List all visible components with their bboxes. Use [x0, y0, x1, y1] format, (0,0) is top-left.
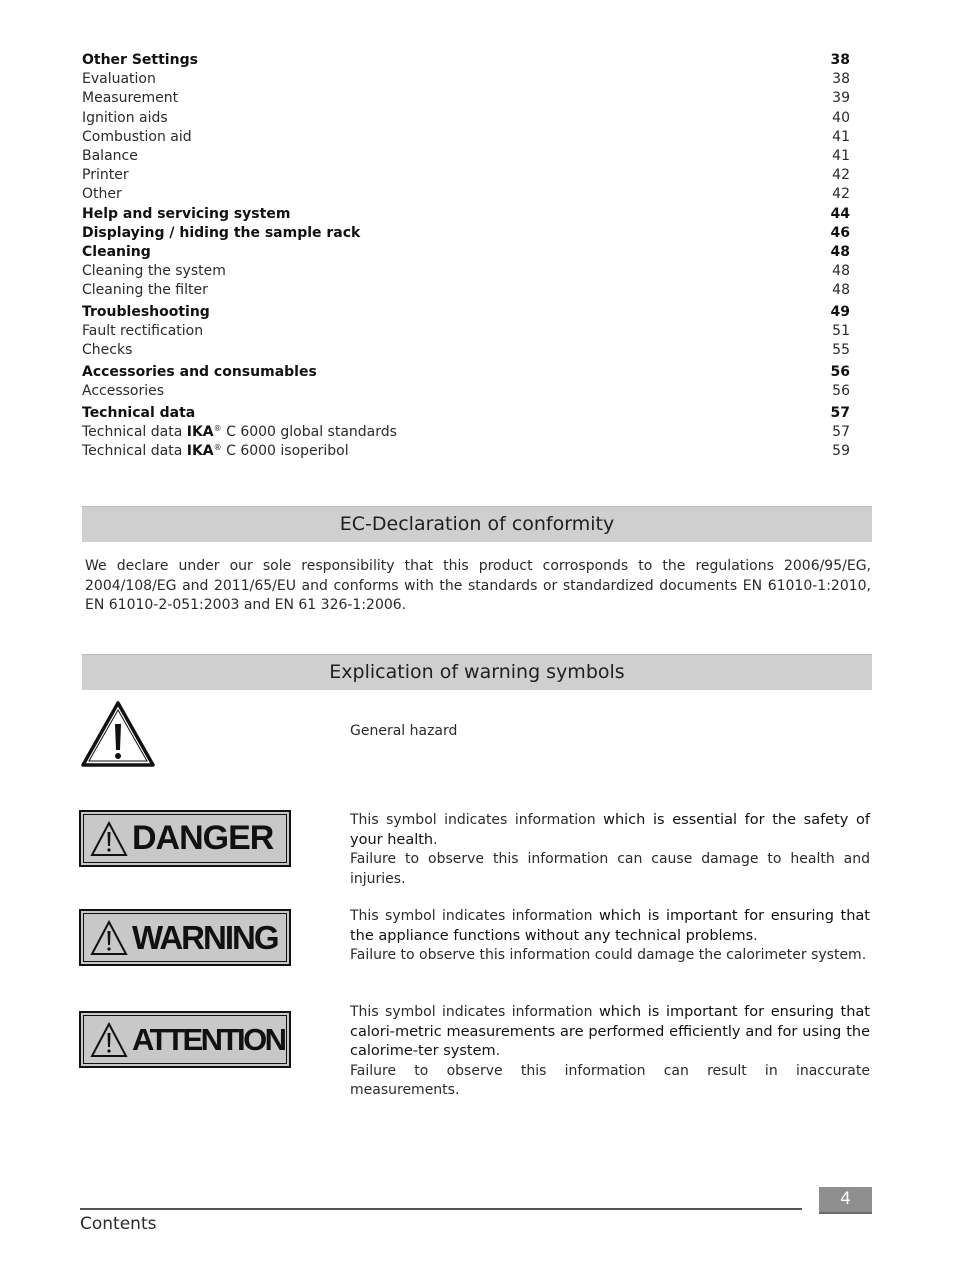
general-hazard-label: General hazard — [350, 723, 458, 739]
danger-description — [350, 811, 870, 889]
toc-label: Fault rectification — [82, 323, 204, 340]
toc-page-number: 59 — [832, 442, 850, 459]
toc-page-number: 56 — [830, 363, 850, 380]
danger-word: DANGER — [132, 819, 274, 857]
toc-label: Measurement — [82, 90, 179, 107]
warning-emphasis: which is important for ensuring that the appliance functions without any technical problems — [350, 908, 870, 944]
toc-page-number: 48 — [832, 263, 850, 280]
toc-page-number: 51 — [832, 323, 850, 340]
toc-row — [82, 147, 850, 166]
toc-label: Cleaning — [82, 243, 151, 260]
declaration-text: We declare under our sole responsibility that this product corrosponds to the regulations 2006/95/EG, 2004/108/EG and 2011/65/EU and conforms with the standards or standardized documents EN 61010-1:2010, EN 61010-2-051:2003 and EN 61 326-1:2006. — [85, 558, 871, 613]
warnings-heading: Explication of warning symbols — [82, 654, 872, 690]
attention-emphasis: which is important for ensuring that calori-metric measurements are performed efficiently and for using the calorime-ter system — [350, 1004, 870, 1059]
warning-sign — [79, 909, 291, 966]
toc-page-number: 49 — [830, 303, 850, 320]
toc-label: Other Settings — [82, 52, 198, 68]
toc-row — [82, 185, 850, 204]
danger-sign — [79, 810, 291, 867]
warning-triangle-icon — [90, 919, 128, 957]
attention-failure: Failure to observe this information can result in inaccurate measurements. — [350, 1062, 870, 1098]
toc-page-number: 56 — [832, 382, 850, 399]
warning-end: . — [753, 927, 758, 944]
toc-row — [82, 224, 850, 243]
toc-label: Other — [82, 186, 122, 203]
toc-label: Checks — [82, 342, 133, 359]
toc-row — [82, 322, 850, 341]
warning-description — [350, 907, 870, 966]
toc-row — [82, 262, 850, 281]
toc-label: Cleaning the filter — [82, 282, 208, 299]
toc-page-number: 42 — [832, 186, 850, 203]
declaration-heading: EC-Declaration of conformity — [82, 506, 872, 542]
toc-label: Accessories — [82, 382, 165, 399]
toc-row — [82, 243, 850, 262]
attention-description — [350, 1003, 870, 1101]
attention-intro: This symbol indicates information — [350, 1004, 599, 1020]
footer-section-label: Contents — [80, 1214, 157, 1234]
toc-row — [82, 404, 850, 423]
toc-page-number: 57 — [830, 404, 850, 421]
toc-row — [82, 166, 850, 185]
page-number: 4 — [819, 1187, 872, 1214]
toc-row — [82, 363, 850, 382]
attention-end: . — [495, 1043, 501, 1059]
toc-label: Displaying / hiding the sample rack — [82, 224, 361, 241]
toc-row — [82, 382, 850, 401]
toc-page-number: 41 — [832, 147, 850, 164]
toc-label: Combustion aid — [82, 128, 192, 145]
toc-page-number: 40 — [832, 109, 850, 126]
toc-row — [82, 341, 850, 360]
toc-label: Technical data IKA® C 6000 global standards — [82, 423, 397, 440]
toc-label: Printer — [82, 167, 129, 184]
toc-row — [82, 70, 850, 89]
toc-page-number: 38 — [832, 71, 850, 88]
toc-label: Technical data IKA® C 6000 isoperibol — [82, 442, 349, 459]
danger-failure: Failure to observe this information can cause damage to health and injuries. — [350, 851, 870, 887]
toc-page-number: 48 — [830, 243, 850, 260]
toc-row — [82, 281, 850, 300]
toc-label: Ignition aids — [82, 109, 168, 126]
toc-page-number: 41 — [832, 128, 850, 145]
toc-page-number: 38 — [830, 52, 850, 68]
toc-label: Evaluation — [82, 71, 156, 88]
attention-word: ATTENTION — [132, 1021, 285, 1057]
warning-intro: This symbol indicates information — [350, 908, 599, 924]
footer-divider — [80, 1208, 802, 1210]
toc-row — [82, 89, 850, 108]
toc-label: Help and servicing system — [82, 205, 291, 222]
toc-page-number: 46 — [830, 224, 850, 241]
toc-page-number: 55 — [832, 342, 850, 359]
toc-page-number: 57 — [832, 423, 850, 440]
toc-label: Balance — [82, 147, 138, 164]
warning-failure: Failure to observe this information could damage the calorimeter system. — [350, 947, 867, 963]
toc-label: Cleaning the system — [82, 263, 226, 280]
warning-word: WARNING — [132, 918, 278, 956]
attention-sign — [79, 1011, 291, 1068]
toc-label: Troubleshooting — [82, 303, 210, 320]
danger-end: . — [433, 831, 438, 848]
toc-page-number: 42 — [832, 167, 850, 184]
toc-page-number: 44 — [830, 205, 850, 222]
danger-triangle-icon — [90, 820, 128, 858]
general-hazard-icon — [80, 700, 156, 768]
toc-label: Accessories and consumables — [82, 363, 317, 380]
toc-row — [82, 442, 850, 461]
toc-row — [82, 128, 850, 147]
toc-row — [82, 303, 850, 322]
toc-row — [82, 205, 850, 224]
toc-page-number: 39 — [832, 90, 850, 107]
toc-row — [82, 423, 850, 442]
attention-triangle-icon — [90, 1021, 128, 1059]
toc-row — [82, 109, 850, 128]
toc-page-number: 48 — [832, 282, 850, 299]
danger-emphasis: which is essential for the safety of your health — [350, 812, 870, 848]
table-of-contents — [82, 51, 850, 461]
danger-intro: This symbol indicates information — [350, 812, 604, 828]
toc-label: Technical data — [82, 404, 196, 421]
toc-row — [82, 51, 850, 70]
